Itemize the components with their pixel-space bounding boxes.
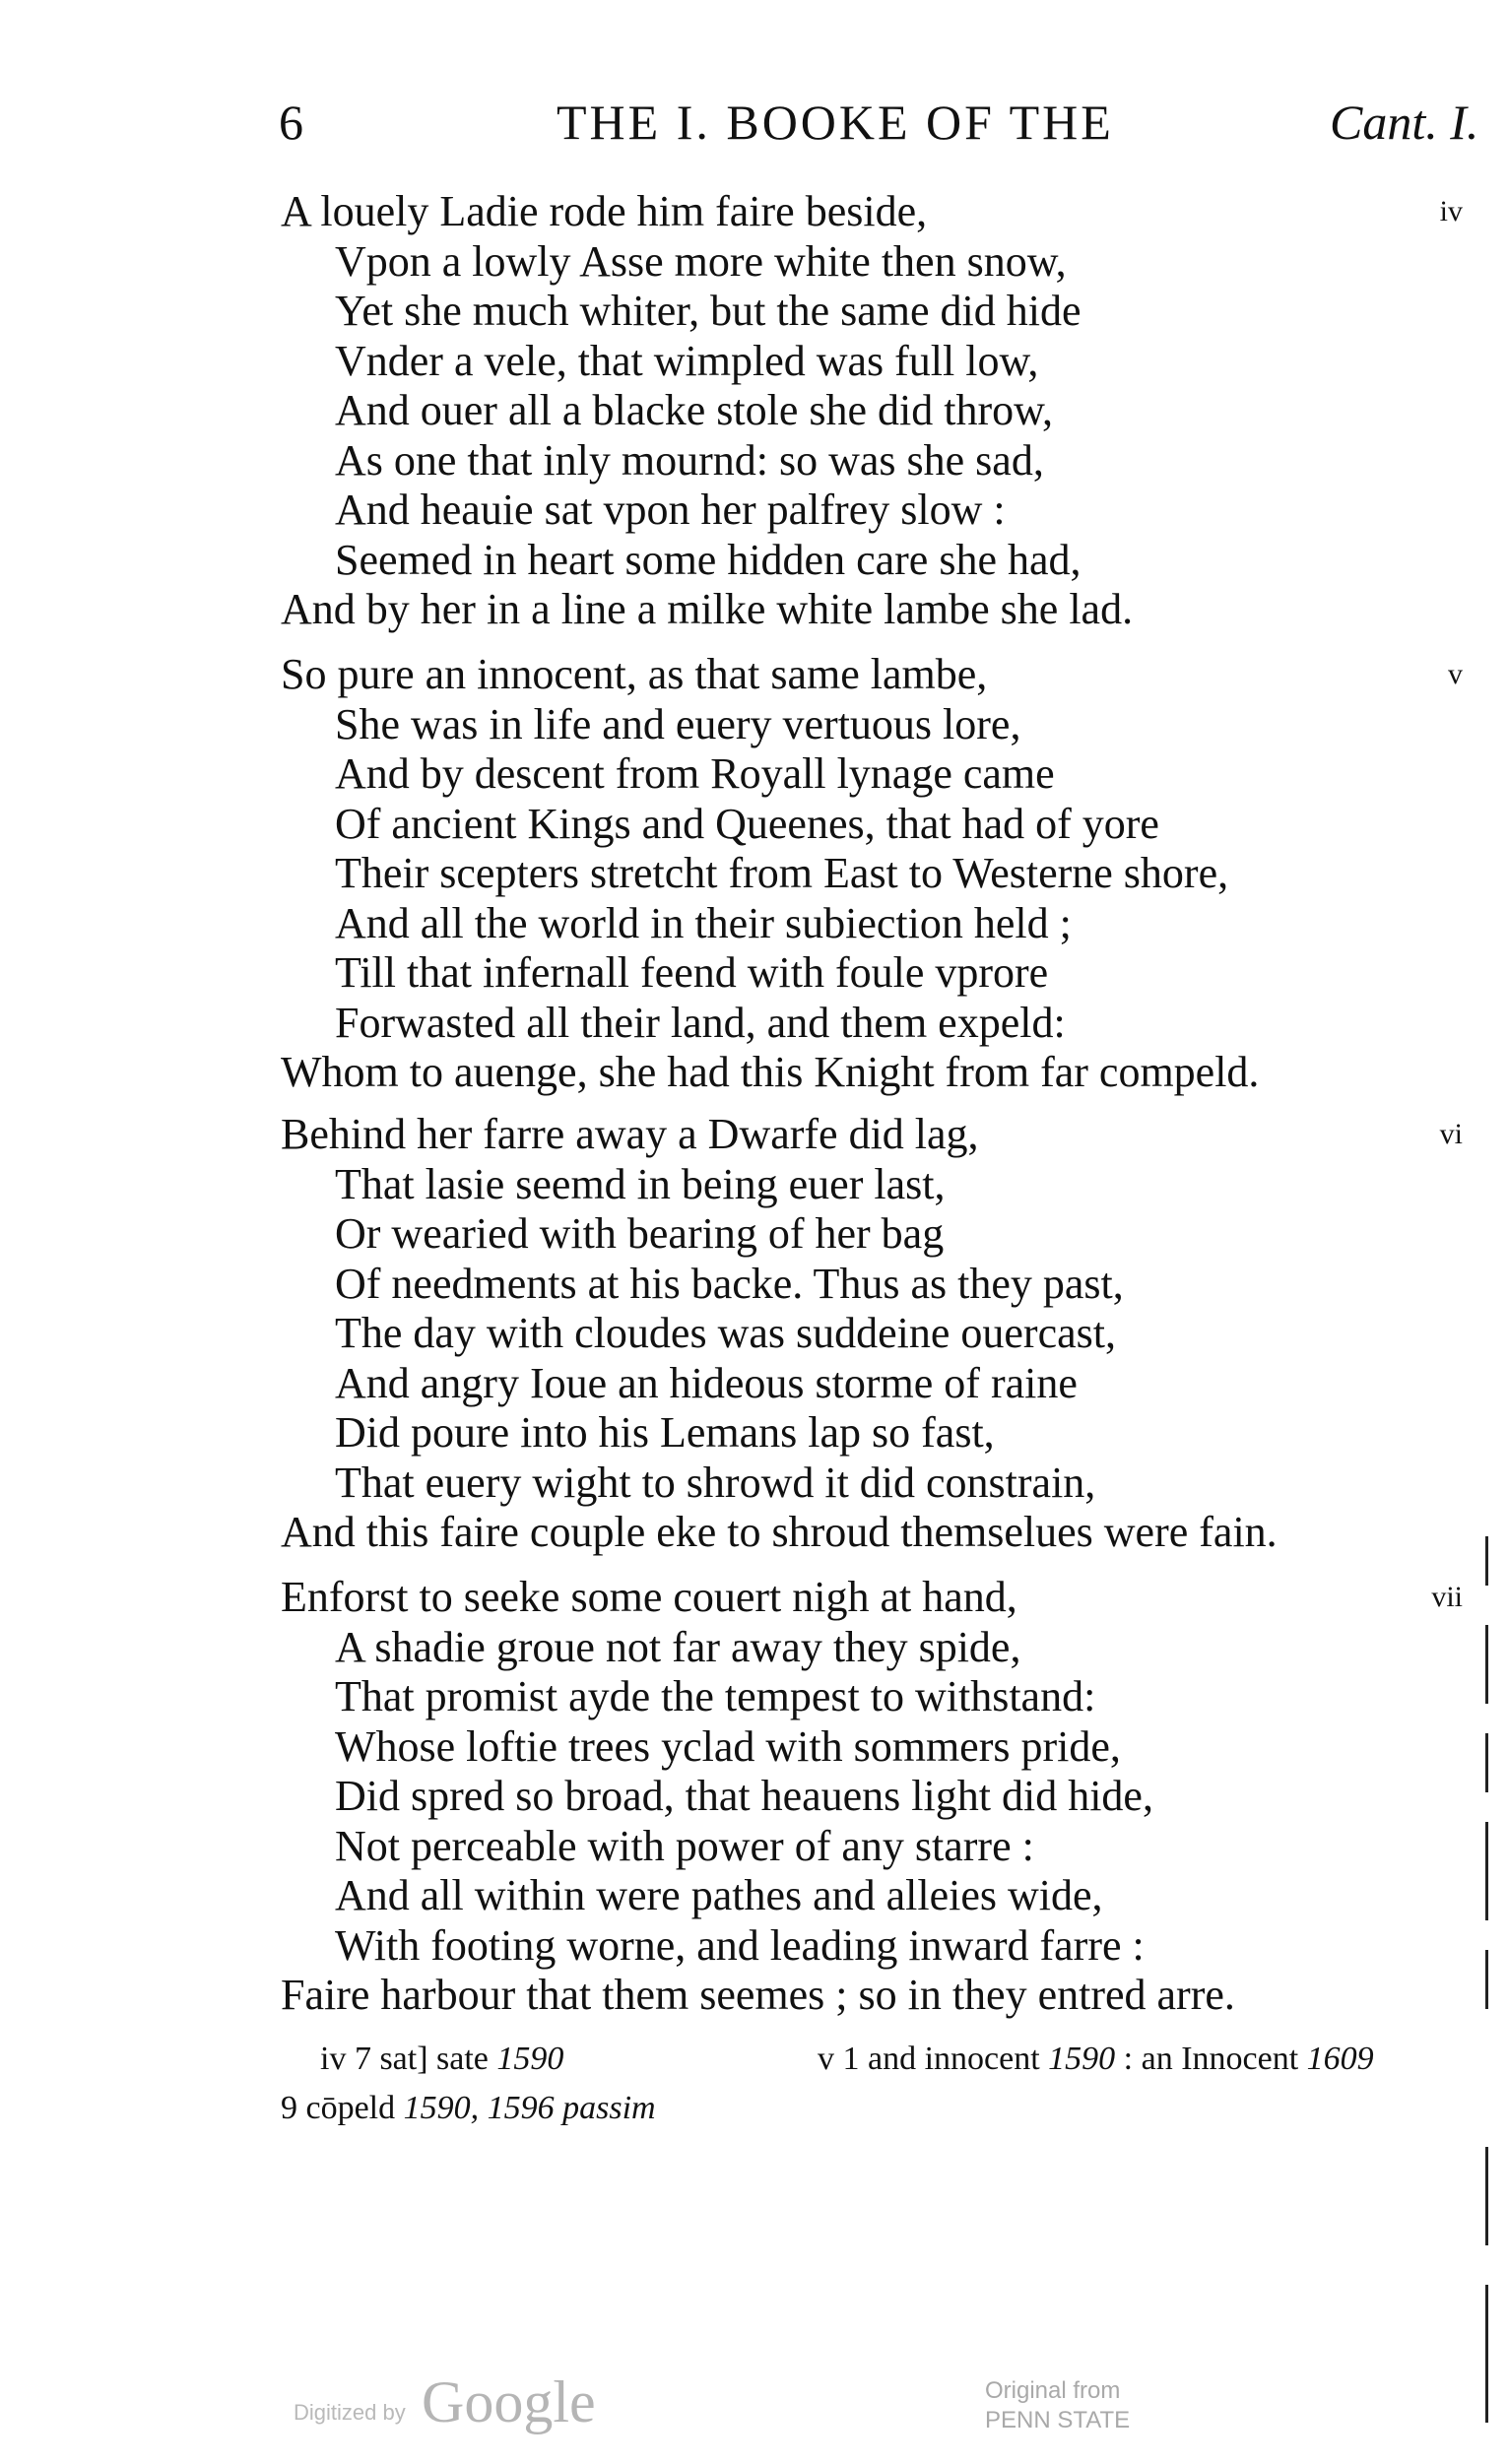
stanza-number: vii xyxy=(1431,1581,1463,1613)
verse-line: The day with cloudes was suddeine ouercast, xyxy=(335,1309,1116,1357)
verse-line: And by her in a line a milke white lambe she lad. xyxy=(281,585,1134,633)
source-library: PENN STATE xyxy=(985,2407,1131,2433)
stanza-iv xyxy=(281,187,1463,635)
note-stanza-v xyxy=(818,2037,1374,2082)
verse-line: Seemed in heart some hidden care she had, xyxy=(335,535,1082,584)
verse-line: Not perceable with power of any starre : xyxy=(335,1821,1034,1870)
verse-line: That euery wight to shrowd it did constrain, xyxy=(335,1458,1096,1507)
margin-rule xyxy=(1485,2147,1488,2245)
stanza-number: vi xyxy=(1439,1118,1463,1150)
verse-line: A louely Ladie rode him faire beside, xyxy=(281,187,928,235)
page-number: 6 xyxy=(279,95,303,150)
verse-line: A shadie groue not far away they spide, xyxy=(335,1622,1021,1671)
note-stanza-iv xyxy=(320,2037,563,2082)
verse-line: And heauie sat vpon her palfrey slow : xyxy=(335,486,1006,534)
verse-line: That promist ayde the tempest to withstand: xyxy=(335,1672,1096,1720)
margin-rule xyxy=(1485,1733,1488,1792)
verse-line: Whose loftie trees yclad with sommers pride, xyxy=(335,1721,1121,1771)
original-from-label: Original from xyxy=(985,2377,1121,2404)
verse-line: Forwasted all their land, and them expeld: xyxy=(335,998,1066,1047)
note-years: 1590, 1596 passim xyxy=(403,2090,656,2126)
note-text: 9 cōpeld xyxy=(281,2090,404,2126)
verse-line: Yet she much whiter, but the same did hide xyxy=(335,287,1082,335)
stanza-number: v xyxy=(1448,658,1463,690)
stanza-vi xyxy=(281,1110,1463,1558)
margin-rule xyxy=(1485,1625,1488,1704)
verse-line: Enforst to seeke some couert nigh at hand, xyxy=(281,1573,1017,1621)
verse-line: And this faire couple eke to shroud themselues were fain. xyxy=(281,1508,1278,1556)
verse-line: So pure an innocent, as that same lambe, xyxy=(281,650,988,698)
stanza-v xyxy=(281,650,1463,1098)
margin-rule xyxy=(1485,1950,1488,2009)
stanza-number: iv xyxy=(1439,195,1463,227)
note-text: v 1 and innocent xyxy=(818,2041,1049,2077)
page-footer xyxy=(0,2368,1508,2447)
verse-line: Or wearied with bearing of her bag xyxy=(335,1209,945,1258)
digitized-by-label: Digitized by xyxy=(294,2400,406,2425)
note-year: 1590 xyxy=(1048,2041,1116,2077)
verse-line: With footing worne, and leading inward farre : xyxy=(335,1920,1145,1970)
canto-label: Cant. I. xyxy=(1330,95,1479,150)
running-title: THE I. BOOKE OF THE xyxy=(557,95,1114,150)
verse-line: Till that infernall feend with foule vprore xyxy=(335,948,1049,997)
verse-line: And angry Ioue an hideous storme of raine xyxy=(335,1358,1078,1407)
stanza-vii xyxy=(281,1573,1463,2021)
verse-line: And all the world in their subiection held ; xyxy=(335,898,1072,947)
verse-line: Vpon a lowly Asse more white then snow, xyxy=(335,236,1067,286)
verse-line: Did poure into his Lemans lap so fast, xyxy=(335,1408,995,1457)
verse-line: Whom to auenge, she had this Knight from far compeld. xyxy=(281,1048,1260,1096)
verse-line: Behind her farre away a Dwarfe did lag, xyxy=(281,1110,979,1158)
verse-line: Vnder a vele, that wimpled was full low, xyxy=(335,336,1039,385)
note-line-9 xyxy=(281,2086,656,2131)
note-year: 1609 xyxy=(1306,2041,1374,2077)
verse-line: And by descent from Royall lynage came xyxy=(335,749,1055,798)
verse-line: She was in life and euery vertuous lore, xyxy=(335,699,1021,748)
verse-line: Faire harbour that them seemes ; so in they entred arre. xyxy=(281,1971,1235,2019)
verse-line: Did spred so broad, that heauens light did hide, xyxy=(335,1772,1153,1820)
margin-rule xyxy=(1485,1822,1488,1920)
note-text: : an Innocent xyxy=(1115,2041,1307,2077)
note-text: iv 7 sat] sate xyxy=(320,2041,497,2077)
original-from-credit xyxy=(985,2376,1130,2435)
verse-line: And ouer all a blacke stole she did throw, xyxy=(335,386,1054,434)
note-year: 1590 xyxy=(496,2041,564,2077)
margin-rule xyxy=(1485,1536,1488,1586)
verse-line: As one that inly mournd: so was she sad, xyxy=(335,435,1044,485)
verse-line: That lasie seemd in being euer last, xyxy=(335,1159,946,1208)
google-logo: Google xyxy=(422,2369,596,2434)
verse-line: And all within were pathes and alleies wide, xyxy=(335,1871,1103,1919)
verse-line: Their scepters stretcht from East to Westerne shore, xyxy=(335,849,1229,897)
verse-line: Of ancient Kings and Queenes, that had of yore xyxy=(335,799,1159,848)
verse-line: Of needments at his backe. Thus as they past, xyxy=(335,1259,1124,1308)
page-header xyxy=(0,94,1508,162)
